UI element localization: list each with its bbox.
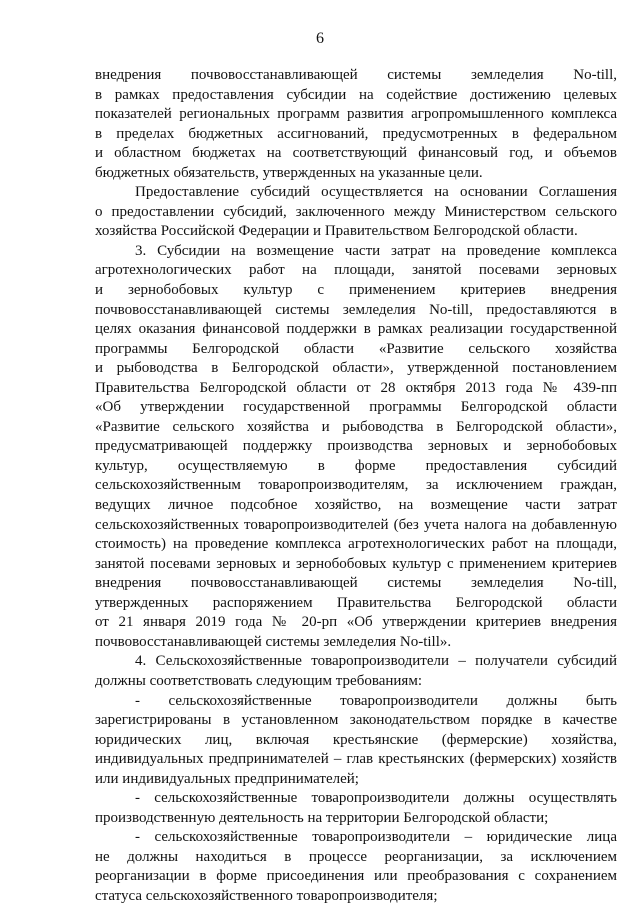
text-line: 3. Субсидии на возмещение части затрат на проведение комплекса [135, 242, 617, 259]
text-line: индивидуальных предпринимателей – глав крестьянских (фермерских) хозяйств [95, 751, 617, 768]
text-line: юридических лиц, включая крестьянские (фермерские) хозяйства, [95, 731, 617, 748]
text-line: статуса сельскохозяйственного товаропроизводителя; [95, 887, 438, 904]
text-line: почвовосстанавливающей системы земледелия No-till, предоставляются в [95, 301, 617, 318]
text-line: показателей региональных программ развития агропромышленного комплекса [95, 106, 617, 123]
text-line: стоимость) на проведение комплекса агротехнологических работ на площади, [95, 536, 617, 553]
text-line: в рамках предоставления субсидии на содействие достижению целевых [95, 86, 617, 103]
text-line: в пределах бюджетных ассигнований, предусмотренных в федеральном [95, 125, 617, 142]
text-line: целях оказания финансовой поддержки в рамках реализации государственной [95, 321, 617, 338]
text-line: - сельскохозяйственные товаропроизводители должны осуществлять [135, 790, 617, 807]
text-line: должны соответствовать следующим требованиям: [95, 672, 422, 689]
text-line: о предоставлении субсидий, заключенного между Министерством сельского [95, 203, 617, 220]
text-line: - сельскохозяйственные товаропроизводители должны быть [135, 692, 617, 709]
text-line: от 21 января 2019 года № 20-рп «Об утверждении критериев внедрения [95, 614, 617, 631]
text-line: или индивидуальных предпринимателей; [95, 770, 359, 787]
text-line: утвержденных распоряжением Правительства Белгородской области [95, 594, 617, 611]
text-line: ведущих личное подсобное хозяйство, на возмещение части затрат [95, 497, 617, 514]
text-line: реорганизации в форме присоединения или преобразования с сохранением [95, 868, 617, 885]
text-line: - сельскохозяйственные товаропроизводители – юридические лица [135, 829, 617, 846]
text-line: Правительства Белгородской области от 28 октября 2013 года № 439-пп [95, 379, 617, 396]
text-line: хозяйства Российской Федерации и Правительством Белгородской области. [95, 223, 578, 240]
text-line: зарегистрированы в установленном законодательством порядке в качестве [95, 712, 617, 729]
text-line: внедрения почвовосстанавливающей системы земледелия No-till, [95, 67, 617, 83]
page-number: 6 [316, 30, 324, 47]
body-text [95, 66, 617, 907]
text-line: «Об утверждении государственной программы Белгородской области [95, 399, 617, 416]
text-line: Предоставление субсидий осуществляется на основании Соглашения [135, 184, 617, 201]
text-line: предусматривающей поддержку производства зерновых и зернобобовых [95, 438, 617, 455]
text-line: внедрения почвовосстанавливающей системы земледелия No-till, [95, 575, 617, 592]
text-line: и областном бюджетах на соответствующий финансовый год, и объемов [95, 145, 617, 162]
text-line: агротехнологических работ на площади, занятой посевами зерновых [95, 262, 617, 279]
text-line: программы Белгородской области «Развитие сельского хозяйства [95, 340, 617, 357]
text-line: почвовосстанавливающей системы земледелия No-till». [95, 633, 452, 650]
text-line: не должны находиться в процессе реорганизации, за исключением [95, 848, 617, 865]
text-line: занятой посевами зерновых и зернобобовых культур с применением критериев [95, 555, 617, 572]
text-line: сельскохозяйственным товаропроизводителям, за исключением граждан, [95, 477, 617, 494]
text-line: и зернобобовых культур с применением критериев внедрения [95, 282, 617, 299]
text-line: производственную деятельность на территории Белгородской области; [95, 809, 549, 826]
text-line: бюджетных обязательств, утвержденных на указанные цели. [95, 164, 483, 181]
text-line: сельскохозяйственных товаропроизводителей (без учета налога на добавленную [95, 516, 617, 533]
text-line: «Развитие сельского хозяйства и рыбоводства в Белгородской области», [95, 418, 617, 435]
text-line: и рыбоводства в Белгородской области», утвержденной постановлением [95, 360, 617, 377]
text-line: 4. Сельскохозяйственные товаропроизводители – получатели субсидий [135, 653, 617, 670]
text-line: культур, осуществляемую в форме предоставления субсидий [95, 457, 617, 474]
